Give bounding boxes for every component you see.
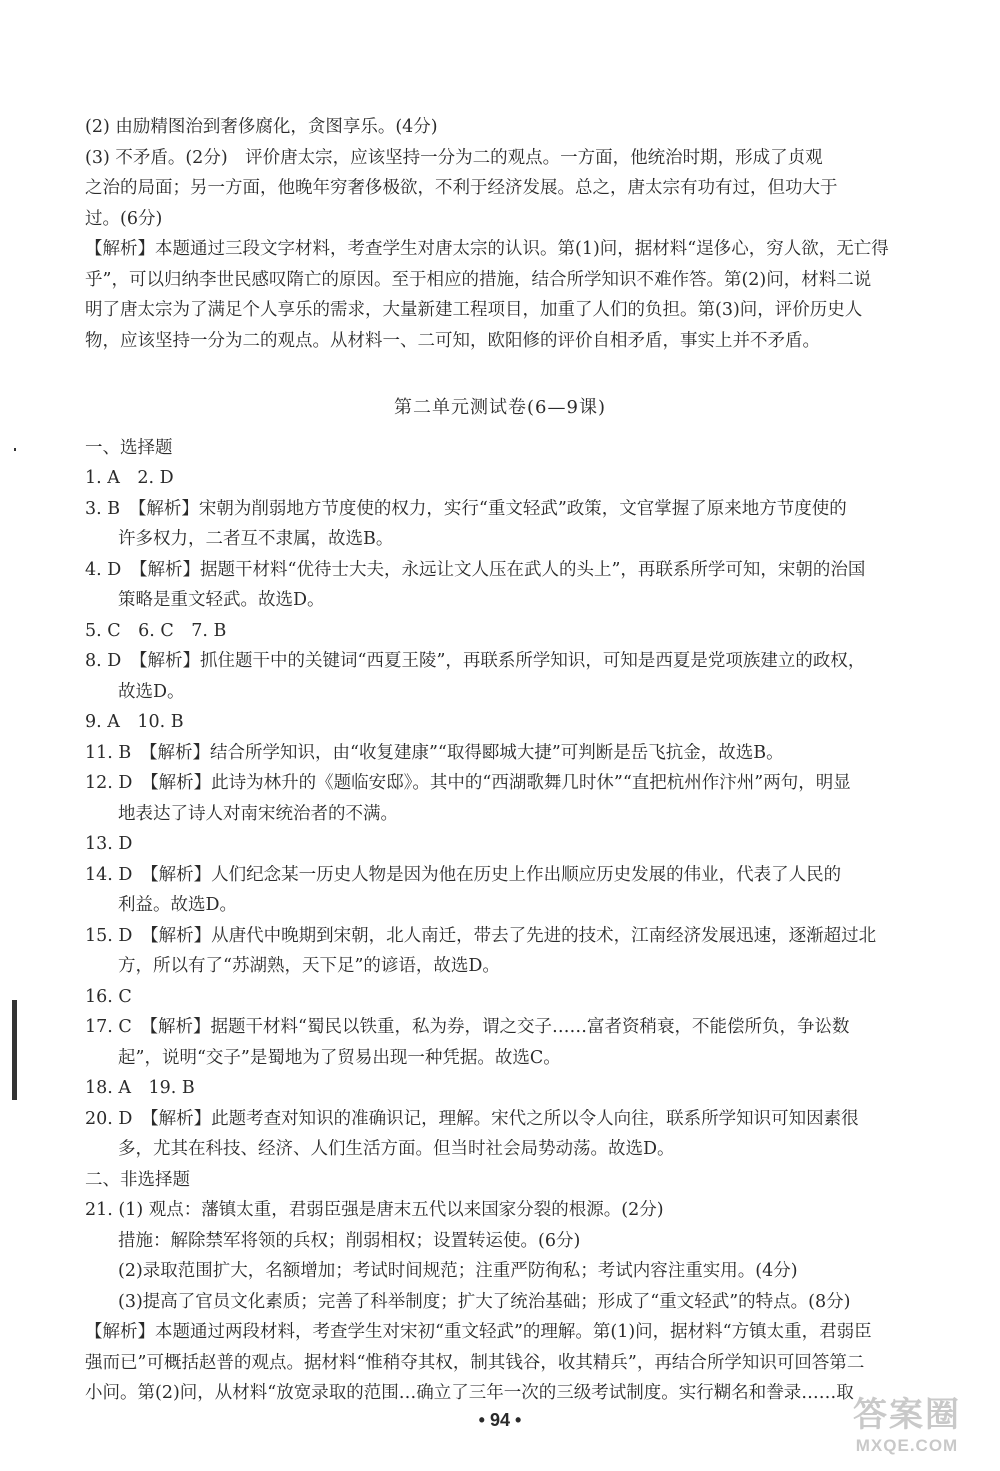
page-number: • 94 • <box>478 1410 522 1430</box>
analysis-line: 明了唐太宗为了满足个人享乐的需求，大量新建工程项目，加重了人们的负担。第(3)问，评价历史人 <box>85 300 863 320</box>
answer-line: 方，所以有了“苏湖熟，天下足”的谚语，故选D。 <box>118 956 500 976</box>
watermark-site-text: MXQE.COM <box>855 1436 959 1455</box>
watermark-logo <box>832 1395 982 1465</box>
analysis-line: 【解析】本题通过三段文字材料，考查学生对唐太宗的认识。第(1)问，据材料“逞侈心，穷人欲，无亡得 <box>85 239 889 259</box>
answer-line: 20. D 【解析】此题考查对知识的准确识记，理解。宋代之所以令人向往，联系所学知识可知因素很 <box>85 1109 859 1129</box>
answer-line: 之治的局面；另一方面，他晚年穷奢侈极欲，不利于经济发展。总之，唐太宗有功有过，但功大于 <box>85 178 838 198</box>
answer-line: 16. C <box>85 987 132 1007</box>
answer-line: 11. B 【解析】结合所学知识，由“收复建康”“取得郾城大捷”可判断是岳飞抗金，故选B。 <box>85 743 784 763</box>
part-title: 二、非选择题 <box>85 1170 190 1190</box>
answer-line: 14. D 【解析】人们纪念某一历史人物是因为他在历史上作出顺应历史发展的伟业，代表了人民的 <box>85 865 842 885</box>
answer-line: 利益。故选D。 <box>118 895 238 915</box>
analysis-line: 乎”，可以归纳李世民感叹隋亡的原因。至于相应的措施，结合所学知识不难作答。第(2)问，材料二说 <box>85 270 872 290</box>
answer-line: 过。(6分) <box>85 209 163 229</box>
answer-line: 8. D 【解析】抓住题干中的关键词“西夏王陵”，再联系所学知识，可知是西夏是党项族建立的政权， <box>85 651 866 671</box>
answer-line: (2)录取范围扩大，名额增加；考试时间规范；注重严防徇私；考试内容注重实用。(4分) <box>118 1261 798 1281</box>
answer-line: 3. B 【解析】宋朝为削弱地方节度使的权力，实行“重文轻武”政策，文官掌握了原来地方节度使的 <box>85 499 847 519</box>
answer-line: 策略是重文轻武。故选D。 <box>118 590 325 610</box>
watermark-logo-text: 答案圈 <box>853 1396 961 1434</box>
analysis-line: 小问。第(2)问，从材料“放宽录取的范围…确立了三年一次的三级考试制度。实行糊名和誊录……取 <box>85 1383 854 1403</box>
answer-line: 地表达了诗人对南宋统治者的不满。 <box>118 804 398 824</box>
answer-line: 5. C 6. C 7. B <box>85 621 227 641</box>
answer-line: 4. D 【解析】据题干材料“优待士大夫，永远让文人压在武人的头上”，再联系所学可知，宋朝的治国 <box>85 560 866 580</box>
answer-line: 故选D。 <box>118 682 185 702</box>
answer-line: 13. D <box>85 834 133 854</box>
scan-artifact <box>12 1000 17 1100</box>
answer-line: 措施：解除禁军将领的兵权；削弱相权；设置转运使。(6分) <box>118 1231 581 1251</box>
answer-line: 15. D 【解析】从唐代中晚期到宋朝，北人南迁，带去了先进的技术，江南经济发展迅速，逐渐超过北 <box>85 926 877 946</box>
answer-line: 许多权力，二者互不隶属，故选B。 <box>118 529 394 549</box>
part-title: 一、选择题 <box>85 438 173 458</box>
scan-artifact <box>14 448 16 451</box>
answer-line: 1. A 2. D <box>85 468 174 488</box>
answer-line: 18. A 19. B <box>85 1078 195 1098</box>
answer-line: 17. C 【解析】据题干材料“蜀民以铁重，私为券，谓之交子……富者资稍衰，不能偿所负，争讼数 <box>85 1017 850 1037</box>
answer-line: 起”，说明“交子”是蜀地为了贸易出现一种凭据。故选C。 <box>118 1048 561 1068</box>
analysis-line: 强而已”可概括赵普的观点。据材料“惟稍夺其权，制其钱谷，收其精兵”，再结合所学知识可回答第二 <box>85 1353 865 1373</box>
answer-line: (2) 由励精图治到奢侈腐化，贪图享乐。(4分) <box>85 117 438 137</box>
answer-line: (3) 不矛盾。(2分) 评价唐太宗，应该坚持一分为二的观点。一方面，他统治时期，形成了贞观 <box>85 148 823 168</box>
answer-line: 多，尤其在科技、经济、人们生活方面。但当时社会局势动荡。故选D。 <box>118 1139 675 1159</box>
analysis-line: 物，应该坚持一分为二的观点。从材料一、二可知，欧阳修的评价自相矛盾，事实上并不矛盾。 <box>85 331 820 351</box>
answer-line: 9. A 10. B <box>85 712 184 732</box>
section-heading: 第二单元测试卷(6—9课) <box>394 397 606 418</box>
answer-line: 21. (1) 观点：藩镇太重，君弱臣强是唐末五代以来国家分裂的根源。(2分) <box>85 1200 664 1220</box>
answer-line: (3)提高了官员文化素质；完善了科举制度；扩大了统治基础；形成了“重文轻武”的特点。(8分) <box>118 1292 851 1312</box>
answer-line: 12. D 【解析】此诗为林升的《题临安邸》。其中的“西湖歌舞几时休”“直把杭州作汴州”两句，明显 <box>85 773 851 793</box>
analysis-line: 【解析】本题通过两段材料，考查学生对宋初“重文轻武”的理解。第(1)问，据材料“方镇太重，君弱臣 <box>85 1322 872 1342</box>
